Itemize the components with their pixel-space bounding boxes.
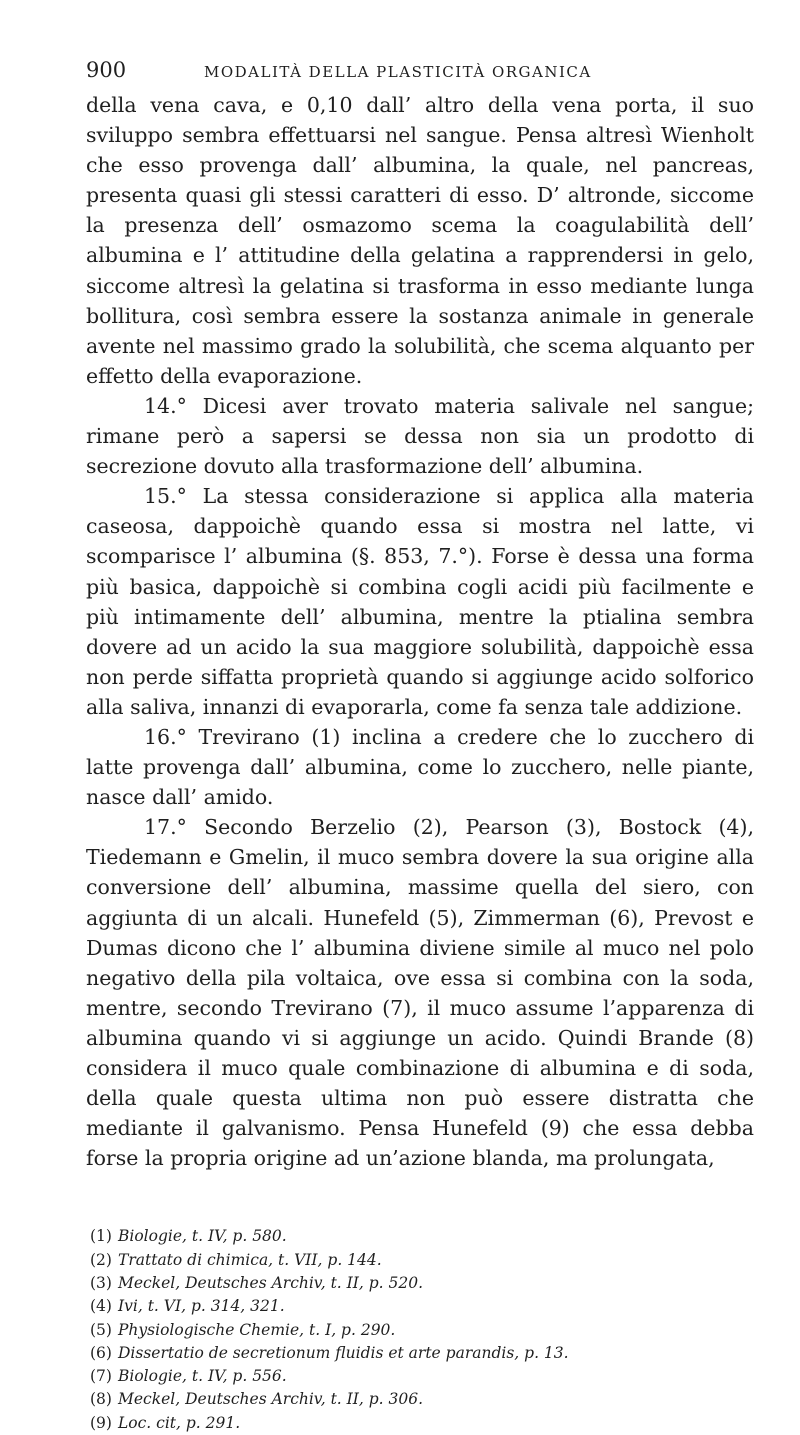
footnote-number: (7) [90,1367,112,1386]
footnote-text: Dissertatio de secretionum fluidis et arte parandis, p. 13. [118,1343,569,1362]
paragraph: della vena cava, e 0,10 dall’ altro della vena porta, il suo sviluppo sembra effettuarsi nel sangue. Pensa altresì Wienholt che esso provenga dall’ albumina, la quale, nel pancreas, presenta quasi gli stessi caratteri di esso. D’ altronde, siccome la presenza dell’ osmazomo scema la coagulabilità dell’ albumina e l’ attitudine della gelatina a rapprendersi in gelo, siccome altresì la gelatina si trasforma in esso mediante lunga bollitura, così sembra essere la sostanza animale in generale avente nel massimo grado la solubilità, che scema alquanto per effetto della evaporazione. [86,93,754,388]
footnote-text: Meckel, Deutsches Archiv, t. II, p. 520. [118,1273,424,1292]
footnote-text: Loc. cit, p. 291. [118,1413,241,1432]
footnote-number: (3) [90,1273,112,1292]
paragraph: 15.° La stessa considerazione si applica alla materia caseosa, dappoichè quando essa si mostra nel latte, vi scomparisce l’ albumina (§. 853, 7.°). Forse è dessa una forma più basica, dappoichè si combina cogli acidi più facilmente e più intimamente dell’ albumina, mentre la ptialina sembra dovere ad un acido la sua maggiore solubilità, dappoichè essa non perde siffatta proprietà quando si aggiunge acido solforico alla saliva, innanzi di evaporarla, come fa senza tale addizione. [86,484,754,719]
footnote-number: (2) [90,1250,112,1269]
page-number: 900 [86,58,127,82]
footnote [90,1249,754,1272]
paragraph: 14.° Dicesi aver trovato materia salivale nel sangue; rimane però a sapersi se dessa non sia un prodotto di secrezione dovuto alla trasformazione dell’ albumina. [86,393,754,479]
footnotes [86,1225,754,1435]
footnote-number: (8) [90,1390,112,1409]
footnote-text: Trattato di chimica, t. VII, p. 144. [118,1250,382,1269]
paragraph: 17.° Secondo Berzelio (2), Pearson (3), Bostock (4), Tiedemann e Gmelin, il muco sembra dovere la sua origine alla conversione dell’ albumina, massime quella del siero, con aggiunta di un alcali. Hunefeld (5), Zimmerman (6), Prevost e Dumas dicono che l’ albumina diviene simile al muco nel polo negativo della pila voltaica, ove essa si combina con la soda, mentre, secondo Treviranо (7), il muco assume l’apparenza di albumina quando vi si aggiunge un acido. Quindi Brande (8) considera il muco quale combinazione di albumina e di soda, della quale questa ultima non può essere distratta che mediante il galvanismo. Pensa Hunefeld (9) che essa debba forse la propria origine ad un’azione blanda, ma prolungata, [86,815,754,1171]
footnote [90,1272,754,1295]
footnote [90,1388,754,1411]
footnote [90,1365,754,1388]
footnote-text: Biologie, t. IV, p. 580. [118,1227,287,1246]
footnote [90,1342,754,1365]
footnote-text: Physiologische Chemie, t. I, p. 290. [118,1320,396,1339]
footnote-text: Biologie, t. IV, p. 556. [118,1367,287,1386]
footnote-number: (9) [90,1413,112,1432]
footnote-text: Meckel, Deutsches Archiv, t. II, p. 306. [118,1390,424,1409]
footnote [90,1319,754,1342]
footnote [90,1295,754,1318]
footnote [90,1225,754,1248]
footnote-number: (6) [90,1343,112,1362]
paragraph: 16.° Treviranо (1) inclina a credere che lo zucchero di latte provenga dall’ albumina, come lo zucchero, nelle piante, nasce dall’ amido. [86,724,754,810]
footnote-text: Ivi, t. VI, p. 314, 321. [118,1297,285,1316]
footnote-number: (1) [90,1227,112,1246]
body-text [86,90,754,1173]
running-head: MODALITÀ DELLA PLASTICITÀ ORGANICA [204,63,592,81]
page-header [86,58,754,88]
footnote [90,1412,754,1435]
footnote-number: (4) [90,1297,112,1316]
footnote-number: (5) [90,1320,112,1339]
